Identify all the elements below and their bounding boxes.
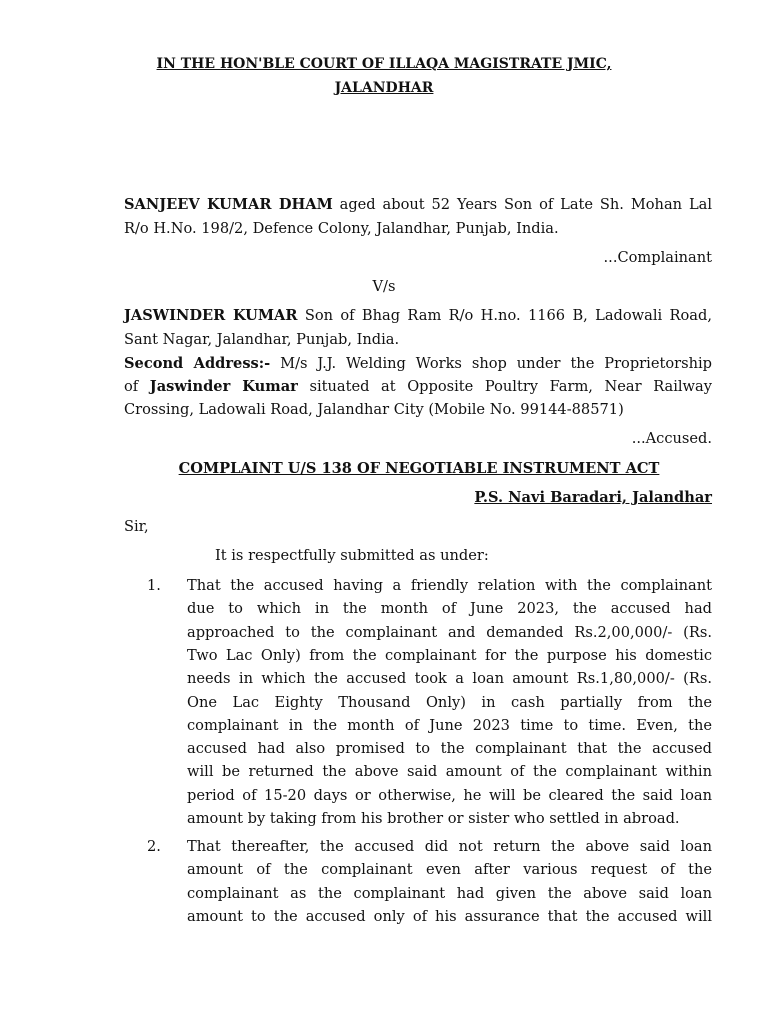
complainant-line2: R/o H.No. 198/2, Defence Colony, Jalandhar, Punjab, India. — [124, 220, 559, 237]
paragraph-line: period of 15-20 days or otherwise, he will be cleared the said loan — [187, 786, 712, 804]
accused-line4 — [124, 378, 712, 395]
paragraph-line: That the accused having a friendly relation with the complainant — [187, 577, 712, 594]
paragraph-line: needs in which the accused took a loan amount Rs.1,80,000/- (Rs. — [187, 670, 712, 688]
second-address-rest: M/s J.J. Welding Works shop under the Proprietorship — [270, 355, 712, 372]
paragraph-line: will be returned the above said amount of the complainant within — [187, 763, 712, 781]
second-address-label: Second Address:- — [124, 355, 271, 372]
intro-line: It is respectfully submitted as under: — [215, 547, 489, 564]
accused-line1-rest: Son of Bhag Ram R/o H.no. 1166 B, Ladowali Road, — [297, 307, 712, 324]
court-heading-line2: JALANDHAR — [334, 80, 434, 96]
paragraph-number: 1. — [147, 577, 161, 594]
versus: V/s — [372, 278, 396, 295]
accused-line1 — [124, 307, 712, 324]
accused-name: JASWINDER KUMAR — [124, 307, 298, 324]
accused-line4-pre: of — [124, 378, 150, 395]
complaint-title: COMPLAINT U/S 138 OF NEGOTIABLE INSTRUMENT ACT — [178, 460, 660, 477]
accused-name-inline: Jaswinder Kumar — [149, 378, 298, 395]
court-heading-line1: IN THE HON'BLE COURT OF ILLAQA MAGISTRATE JMIC, — [156, 56, 612, 72]
paragraph-number: 2. — [147, 838, 161, 855]
paragraph-line: complainant as the complainant had given the above said loan — [187, 884, 712, 902]
paragraph-line: complainant in the month of June 2023 time to time. Even, the — [187, 716, 712, 734]
complainant-name: SANJEEV KUMAR DHAM — [124, 196, 333, 213]
paragraph-line: accused had also promised to the complainant that the accused — [187, 740, 712, 758]
accused-line5: Crossing, Ladowali Road, Jalandhar City (Mobile No. 99144-88571) — [124, 401, 624, 418]
complainant-line1 — [124, 196, 712, 213]
salutation: Sir, — [124, 518, 149, 535]
complainant-designation: ...Complainant — [603, 249, 712, 266]
accused-line2: Sant Nagar, Jalandhar, Punjab, India. — [124, 331, 400, 348]
paragraph-line: amount of the complainant even after various request of the — [187, 861, 712, 879]
paragraph-line: That thereafter, the accused did not return the above said loan — [187, 838, 712, 855]
accused-designation: ...Accused. — [631, 430, 712, 447]
paragraph-line: amount by taking from his brother or sister who settled in abroad. — [187, 810, 680, 827]
paragraph-line: due to which in the month of June 2023, the accused had — [187, 600, 712, 618]
accused-line4-rest: situated at Opposite Poultry Farm, Near Railway — [297, 378, 712, 395]
paragraph-line: One Lac Eighty Thousand Only) in cash partially from the — [187, 693, 712, 711]
complainant-line1-rest: aged about 52 Years Son of Late Sh. Mohan Lal — [332, 196, 712, 213]
accused-second-address — [124, 355, 712, 372]
police-station: P.S. Navi Baradari, Jalandhar — [474, 489, 712, 506]
paragraph-line: amount to the accused only of his assurance that the accused will — [187, 907, 712, 925]
paragraph-line: Two Lac Only) from the complainant for the purpose his domestic — [187, 646, 712, 664]
paragraph-line: approached to the complainant and demanded Rs.2,00,000/- (Rs. — [187, 623, 712, 641]
